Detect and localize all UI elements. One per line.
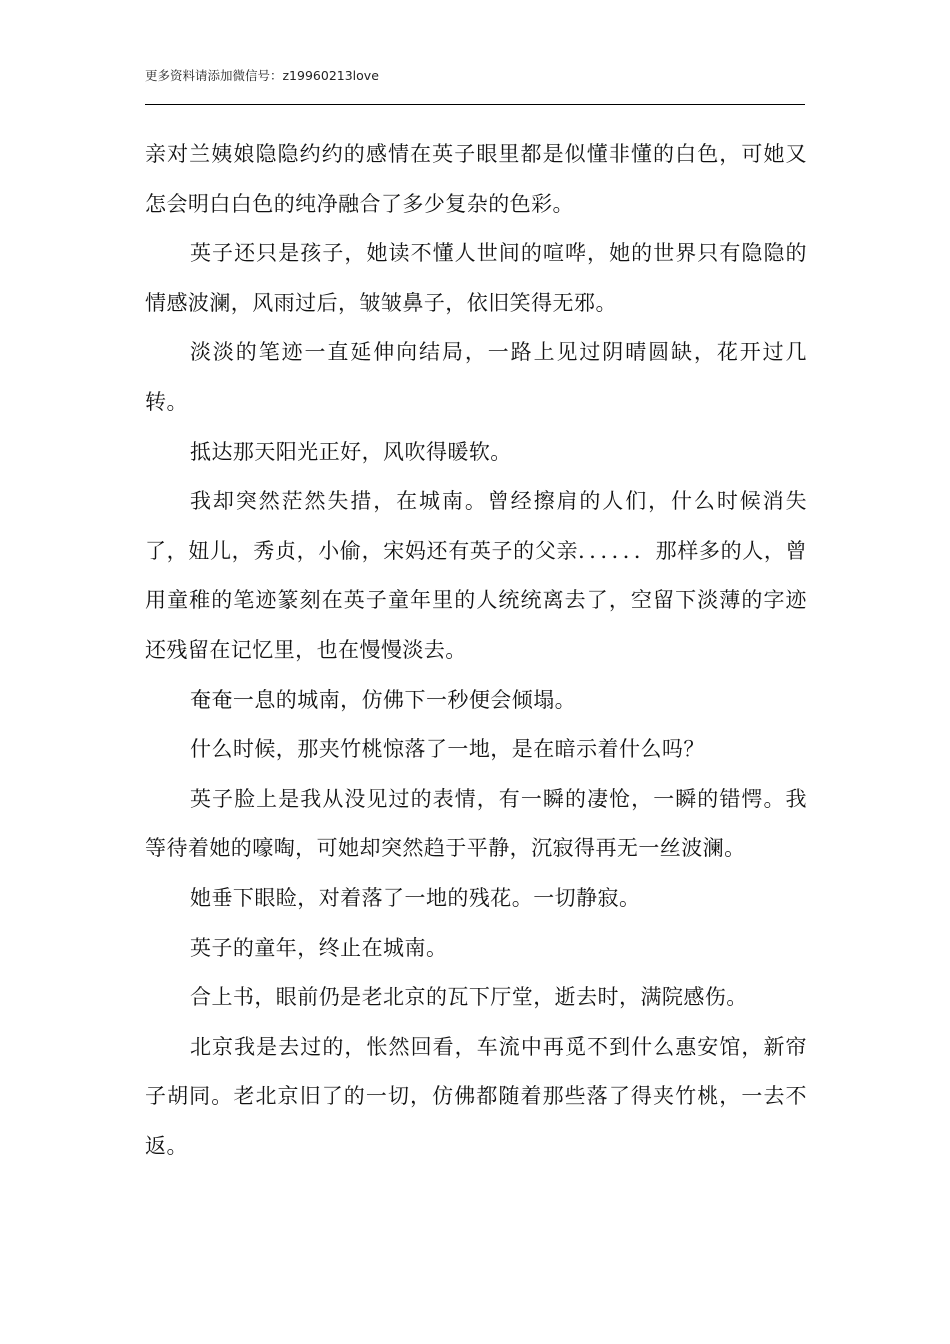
- document-body: [145, 130, 807, 1171]
- paragraph: 什么时候，那夹竹桃惊落了一地，是在暗示着什么吗？: [190, 737, 705, 762]
- paragraph: 淡淡的笔迹一直延伸向结局，一路上见过阴晴圆缺，花开过几转。: [145, 340, 807, 414]
- paragraph: 奄奄一息的城南，仿佛下一秒便会倾塌。: [190, 687, 577, 712]
- paragraph: 英子的童年，终止在城南。: [190, 935, 448, 960]
- header-divider: [145, 104, 805, 105]
- paragraph: 北京我是去过的，怅然回看，车流中再觅不到什么惠安馆，新帘子胡同。老北京旧了的一切，仿佛都随着那些落了得夹竹桃，一去不返。: [145, 1034, 807, 1158]
- page-header: 更多资料请添加微信号：z19960213love: [145, 68, 379, 83]
- paragraph: 抵达那天阳光正好，风吹得暖软。: [190, 439, 512, 464]
- paragraph: 英子还只是孩子，她读不懂人世间的喧哗，她的世界只有隐隐的情感波澜，风雨过后，皱皱鼻子，依旧笑得无邪。: [145, 241, 807, 315]
- paragraph: 她垂下眼睑，对着落了一地的残花。一切静寂。: [190, 885, 641, 910]
- paragraph: 我却突然茫然失措，在城南。曾经擦肩的人们，什么时候消失了，妞儿，秀贞，小偷，宋妈还有英子的父亲．．．．．．那样多的人，曾用童稚的笔迹篆刻在英子童年里的人统统离去了，空留下淡薄的字迹还残留在记忆里，也在慢慢淡去。: [145, 489, 807, 662]
- paragraph: 亲对兰姨娘隐隐约约的感情在英子眼里都是似懂非懂的白色，可她又怎会明白白色的纯净融合了多少复杂的色彩。: [145, 142, 807, 216]
- paragraph: 合上书，眼前仍是老北京的瓦下厅堂，逝去时，满院感伤。: [190, 985, 748, 1010]
- paragraph: 英子脸上是我从没见过的表情，有一瞬的凄怆，一瞬的错愕。我等待着她的嚎啕，可她却突然趋于平静，沉寂得再无一丝波澜。: [145, 786, 807, 861]
